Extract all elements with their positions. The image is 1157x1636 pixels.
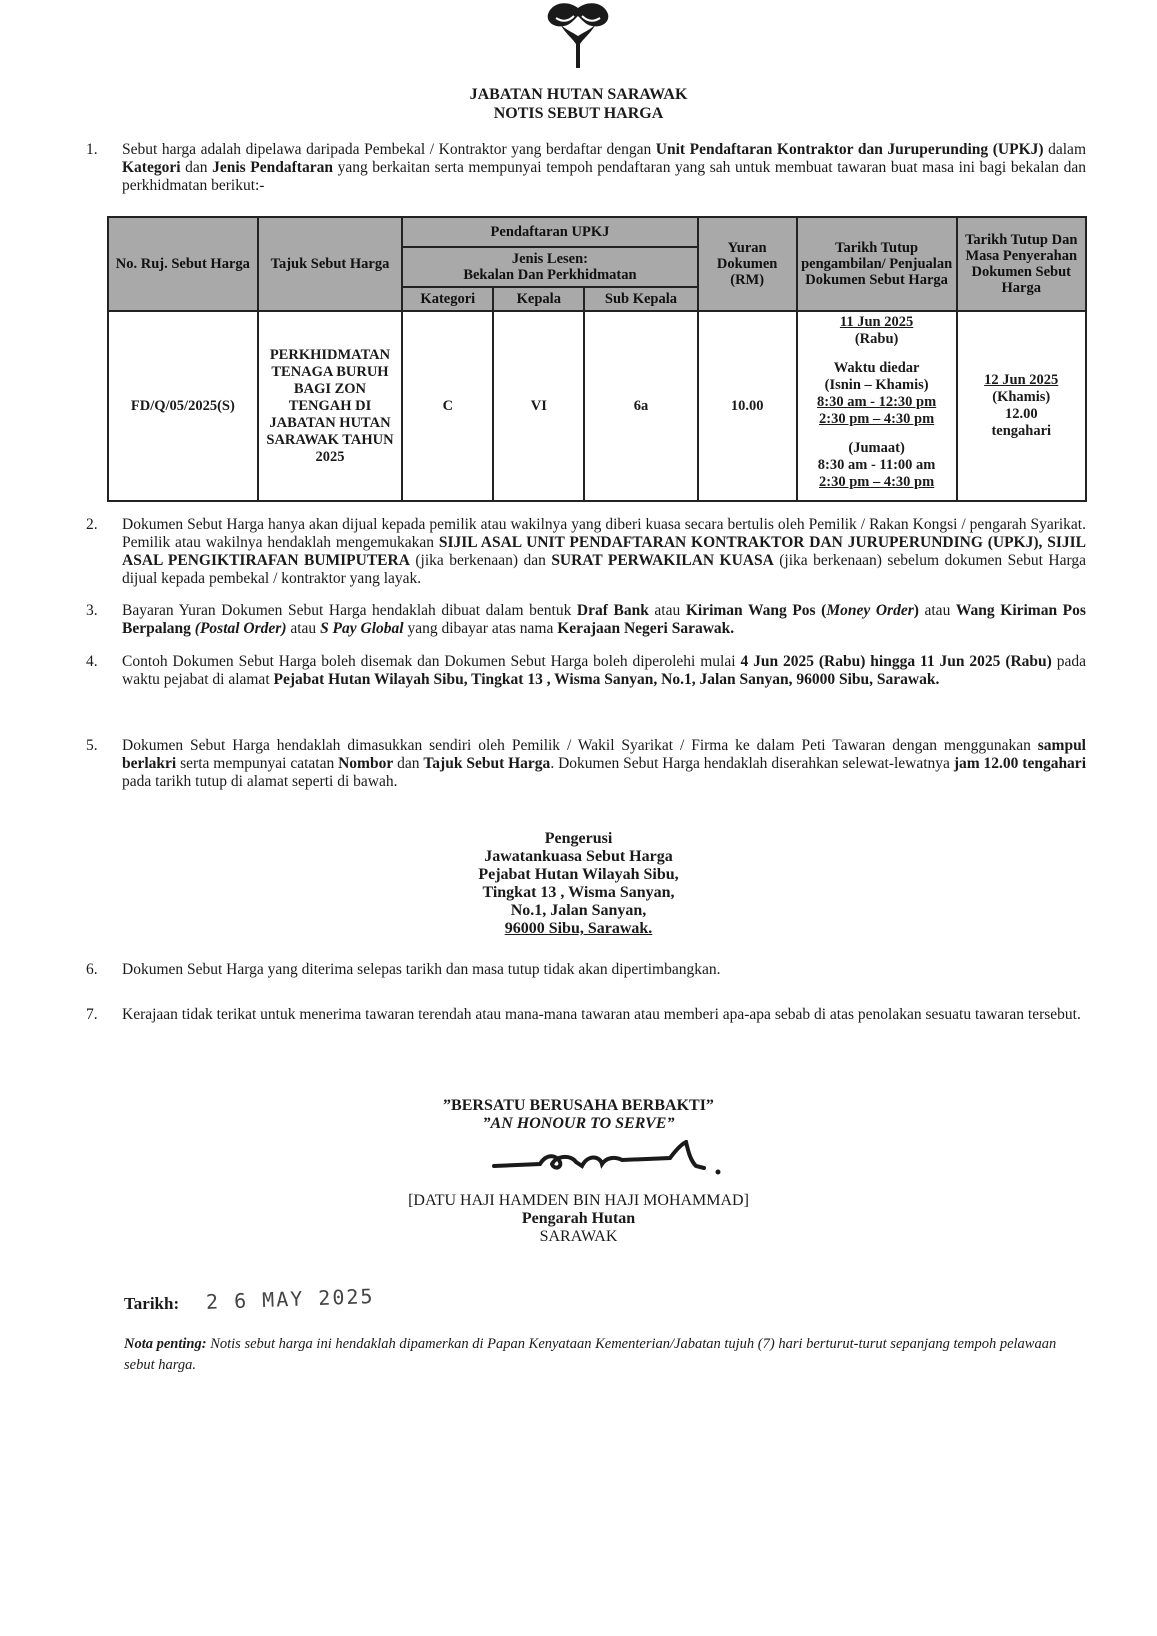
cell-subhead: 6a <box>584 311 697 501</box>
header-category: Kategori <box>402 287 493 311</box>
header-fee: Yuran Dokumen (RM) <box>698 217 797 311</box>
sarawak-forestry-logo-icon <box>538 0 618 70</box>
signatory-state: SARAWAK <box>539 1228 618 1245</box>
important-note: Nota penting: Notis sebut harga ini hendaklah dipamerkan di Papan Kenyataan Kementerian/Jabatan tujuh (7) hari berturut-turut sepanjang tempoh pelawaan sebut harga. <box>124 1336 1057 1373</box>
notice-page: JABATAN HUTAN SARAWAK NOTIS SEBUT HARGA 1. Sebut harga adalah dipelawa daripada Pembekal / Kontraktor yang berdaftar dengan Unit Pendaftaran Kontraktor dan Juruperunding (UPKJ) dalam Kategori dan Jenis Pendaftaran yang berkaitan serta mempunyai tempoh pendaftaran yang sah untuk membuat tawaran buat masa ini bagi bekalan dan perkhidmatan berikut:- No. Ruj. Sebut Harga Tajuk Sebut Harga Pendaftaran UPKJ Yuran Dokumen (RM) Tarikh Tutup pengambilan/ Penjualan Dokumen Sebut Harga Tarikh Tutup Dan Masa Penyerahan Dokumen Sebut Harga Jenis Lesen: Bekalan Dan Perkhidmatan Kategori Kepala Sub Kepala FD/Q/05/2025(S) PERKHIDMATAN TENAGA BURUH BAGI ZON TENGAH DI JABATAN HUTAN SARAWAK TAHUN 2025 C VI 6a 10.00 11 Jun 2025 (Rabu) Waktu diedar (Isnin – Khamis) 8:30 am - 12:30 pm 2:30 pm – 4:30 pm (Jumaat) 8:30 am - 11:00 am 2:30 pm – 4:30 pm 12 Jun 2025 (Khamis) 12.00 tengahari 2. Dokumen Sebut Harga hanya akan dijual kepada pemilik atau wakilnya yang diberi kuasa secara bertulis oleh Pemilik / Rakan Kongsi / pengarah Syarikat. Pemilik atau wakilnya hendaklah mengemukakan SIJIL ASAL UNIT PENDAFTARAN KONTRAKTOR DAN JURUPERUNDING (UPKJ), SIJIL ASAL PENGIKTIRAFAN BUMIPUTERA (jika berkenaan) dan SURAT PERWAKILAN KUASA (jika berkenaan) sebelum dokumen Sebut Harga dijual kepada pembekal / kontraktor yang layak. 3. Bayaran Yuran Dokumen Sebut Harga hendaklah dibuat dalam bentuk Draf Bank atau Kiriman Wang Pos (Money Order) atau Wang Kiriman Pos Berpalang (Postal Order) atau S Pay Global yang dibayar atas nama Kerajaan Negeri Sarawak. 4. Contoh Dokumen Sebut Harga boleh disemak dan Dokumen Sebut Harga boleh diperolehi mulai 4 Jun 2025 (Rabu) hingga 11 Jun 2025 (Rabu) pada waktu pejabat di alamat Pejabat Hutan Wilayah Sibu, Tingkat 13 , Wisma Sanyan, No.1, Jalan Sanyan, 96000 Sibu, Sarawak. 5. Dokumen Sebut Harga hendaklah dimasukkan sendiri oleh Pemilik / Wakil Syarikat / Firma ke dalam Peti Tawaran dengan menggunakan sampul berlakri serta mempunyai catatan Nombor dan Tajuk Sebut Harga. Dokumen Sebut Harga hendaklah diserahkan selewat-lewatnya jam 12.00 tengahari pada tarikh tutup di alamat seperti di bawah. Pengerusi Jawatankuasa Sebut Harga Pejabat Hutan Wilayah Sibu, Tingkat 13 , Wisma Sanyan, No.1, Jalan Sanyan, 96000 Sibu, Sarawak. 6. Dokumen Sebut Harga yang diterima selepas tarikh dan masa tutup tidak akan dipertimbangkan. 7. Kerajaan tidak terikat untuk menerima tawaran terendah atau mana-mana tawaran atau memberi apa-apa sebab di atas penolakan sesuatu tawaran tersebut. ”BERSATU BERUSAHA BERBAKTI” ”AN HONOUR TO SERVE” [DATU HAJI HAMDEN BIN HAJI MOHAMMAD] Pengarah Hutan SARAWAK Tarikh: 2 6 MAY 2025 Nota penting: Notis sebut harga ini hendaklah dipamerkan di Papan Kenyataan Kementerian/Jabatan tujuh (7) hari berturut-turut sepanjang tempoh pelawaan sebut harga. <box>0 0 1157 1636</box>
date-label: Tarikh: <box>124 1294 180 1313</box>
cell-head: VI <box>493 311 584 501</box>
cell-sale-closing: 11 Jun 2025 (Rabu) Waktu diedar (Isnin – Khamis) 8:30 am - 12:30 pm 2:30 pm – 4:30 pm (Jumaat) 8:30 am - 11:00 am 2:30 pm – 4:30 pm <box>797 311 957 501</box>
cell-fee: 10.00 <box>698 311 797 501</box>
cell-title: PERKHIDMATAN TENAGA BURUH BAGI ZON TENGAH DI JABATAN HUTAN SARAWAK TAHUN 2025 <box>258 311 403 501</box>
header-upkj: Pendaftaran UPKJ <box>402 217 697 247</box>
header-ref-no: No. Ruj. Sebut Harga <box>108 217 258 311</box>
header-submission-closing: Tarikh Tutup Dan Masa Penyerahan Dokumen Sebut Harga <box>957 217 1087 311</box>
signatory-name: [DATU HAJI HAMDEN BIN HAJI MOHAMMAD] <box>408 1192 749 1209</box>
date-stamp: 2 6 MAY 2025 <box>205 1284 375 1314</box>
signatory-title: Pengarah Hutan <box>521 1210 636 1227</box>
notice-title: NOTIS SEBUT HARGA <box>493 105 664 122</box>
header-sale-closing: Tarikh Tutup pengambilan/ Penjualan Dokumen Sebut Harga <box>797 217 957 311</box>
cell-submission-closing: 12 Jun 2025 (Khamis) 12.00 tengahari <box>957 311 1087 501</box>
address-block: Pengerusi Jawatankuasa Sebut Harga Pejabat Hutan Wilayah Sibu, Tingkat 13 , Wisma Sanyan, No.1, Jalan Sanyan, 96000 Sibu, Sarawak. <box>478 830 679 937</box>
header-head: Kepala <box>493 287 584 311</box>
cell-category: C <box>402 311 493 501</box>
signature-icon <box>490 1140 730 1176</box>
department-title: JABATAN HUTAN SARAWAK <box>469 86 688 103</box>
header-title: Tajuk Sebut Harga <box>258 217 403 311</box>
cell-ref: FD/Q/05/2025(S) <box>108 311 258 501</box>
motto: ”BERSATU BERUSAHA BERBAKTI” ”AN HONOUR TO SERVE” <box>443 1097 714 1132</box>
signatory-block <box>0 1192 1157 1246</box>
table-row <box>108 311 1086 501</box>
quotation-table <box>107 216 1087 502</box>
header-license-type: Jenis Lesen: Bekalan Dan Perkhidmatan <box>402 247 697 287</box>
paragraph-text: Sebut harga adalah dipelawa daripada Pembekal / Kontraktor yang berdaftar dengan Unit Pendaftaran Kontraktor dan Juruperunding (UPKJ) dalam Kategori dan Jenis Pendaftaran yang berkaitan serta mempunyai tempoh pendaftaran yang sah untuk membuat tawaran buat masa ini bagi bekalan dan perkhidmatan berikut:- <box>122 141 1086 194</box>
paragraph-number: 1. <box>86 141 98 158</box>
header-subhead: Sub Kepala <box>584 287 697 311</box>
